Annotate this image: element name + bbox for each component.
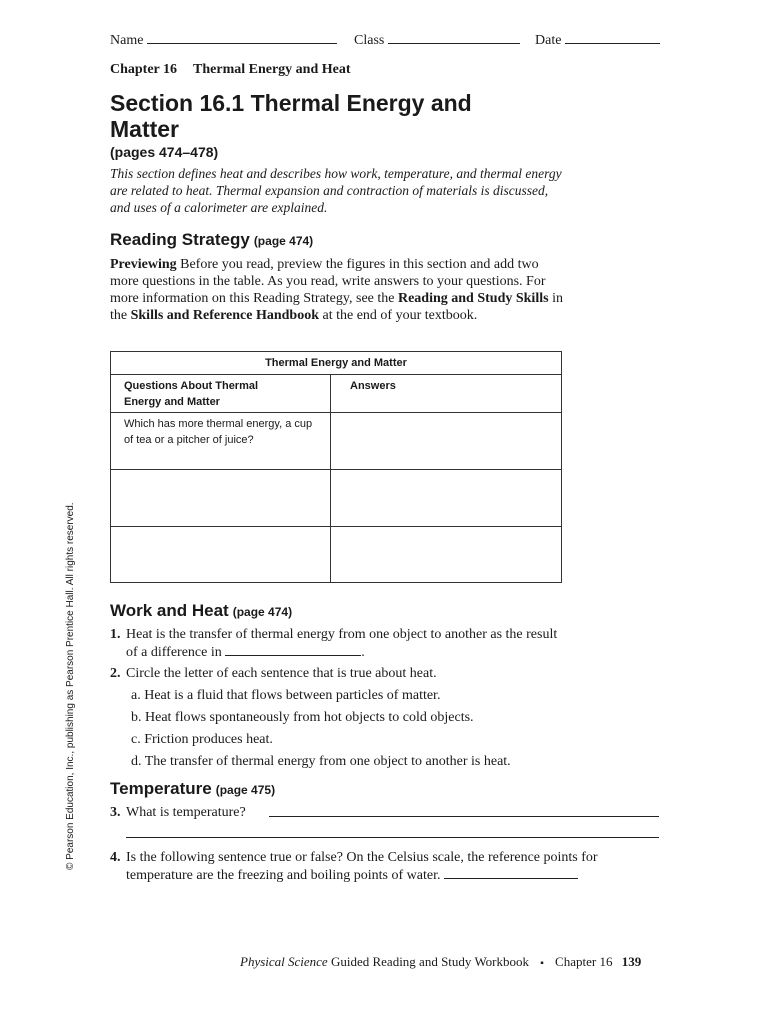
table-col1-header: Questions About Thermal Energy and Matter [124,380,259,408]
option-b[interactable]: b. Heat flows spontaneously from hot objects to cold objects. [131,710,474,725]
question-2-number: 2. [110,666,121,681]
temperature-page: (page 475) [215,783,276,797]
rs-text-2: in the [110,291,563,323]
question-1-answer-line[interactable] [225,643,361,656]
chapter-line [110,62,351,78]
table-row3-answer[interactable] [333,528,559,580]
rs-text-1: Before you read, preview the figures in this section and add two more questions in the table. As you read, write answers to your questions. For more information on this Reading Strategy, see the [110,257,546,306]
work-heat-page: (page 474) [232,605,293,619]
work-heat-heading [110,601,292,621]
table-row1-answer[interactable] [333,414,559,468]
question-3-answer-line-2[interactable] [126,837,659,838]
date-label: Date [535,33,562,48]
chapter-label: Chapter 16 [110,62,178,77]
name-field[interactable] [110,30,337,49]
name-label: Name [110,33,144,48]
question-4-answer-line[interactable] [444,866,578,879]
work-heat-title: Work and Heat [110,601,229,620]
table-row3-question[interactable] [113,528,329,580]
question-3-answer-line[interactable] [269,816,659,817]
section-title: Section 16.1 Thermal Energy and Matter [110,90,472,142]
footer-book-italic: Physical Science [240,954,328,969]
question-1-text: Heat is the transfer of thermal energy from one object to another as the result of a difference in [126,627,558,660]
question-1-number: 1. [110,627,121,642]
footer-page-number: 139 [621,954,642,969]
table-row-divider [111,526,561,527]
date-field[interactable] [535,30,660,49]
reading-strategy-page: (page 474) [253,234,314,248]
temperature-title: Temperature [110,779,212,798]
question-3-number: 3. [110,805,121,820]
table-header-divider [111,412,561,413]
question-4-number: 4. [110,850,121,865]
option-a[interactable]: a. Heat is a fluid that flows between particles of matter. [131,688,441,703]
class-line[interactable] [388,30,520,44]
name-line[interactable] [147,30,337,44]
rs-bold-1: Reading and Study Skills [397,291,549,306]
page-footer [240,954,641,970]
table-row2-answer[interactable] [333,471,559,525]
option-d[interactable]: d. The transfer of thermal energy from one object to another is heat. [131,754,511,769]
copyright-notice: © Pearson Education, Inc., publishing as Pearson Prentice Hall. All rights reserved. [65,502,76,870]
question-2-text: Circle the letter of each sentence that is true about heat. [126,666,437,681]
section-pages: (pages 474–478) [110,144,219,160]
rs-bold-2: Skills and Reference Handbook [130,308,319,323]
reading-strategy-body [110,256,570,324]
thermal-energy-table [110,351,562,583]
previewing-lead: Previewing [110,257,177,272]
reading-strategy-title: Reading Strategy [110,230,250,249]
question-3-text: What is temperature? [126,805,246,820]
chapter-title: Thermal Energy and Heat [193,62,351,77]
footer-chapter: Chapter 16 [555,954,613,969]
section-intro: This section defines heat and describes how work, temperature, and thermal energy are related to heat. Thermal expansion and contraction of materials is discussed, and uses of a calorimeter are explained. [110,166,562,215]
footer-book-rest: Guided Reading and Study Workbook [327,954,529,969]
table-row1-question: Which has more thermal energy, a cup of tea or a pitcher of juice? [124,418,313,446]
date-line[interactable] [565,30,660,44]
question-2 [110,665,570,682]
table-caption: Thermal Energy and Matter [111,352,561,375]
question-4 [110,849,660,884]
worksheet-header [110,30,662,50]
reading-strategy-heading [110,230,313,250]
table-row2-question[interactable] [113,471,329,525]
footer-bullet: ▪ [540,958,544,969]
question-1: 1. Heat is the transfer of thermal energy from one object to another as the result of a difference in . [110,627,558,660]
table-row-divider [111,469,561,470]
rs-text-3: at the end of your textbook. [319,308,478,323]
table-col2-header: Answers [350,380,396,392]
table-column-divider [330,374,331,582]
class-label: Class [354,33,385,48]
class-field[interactable] [354,30,520,49]
question-4-text: Is the following sentence true or false? On the Celsius scale, the reference points for temperature are the freezing and boiling points of water. [126,850,598,883]
question-3 [110,804,660,821]
option-c[interactable]: c. Friction produces heat. [131,732,273,747]
temperature-heading [110,779,275,799]
